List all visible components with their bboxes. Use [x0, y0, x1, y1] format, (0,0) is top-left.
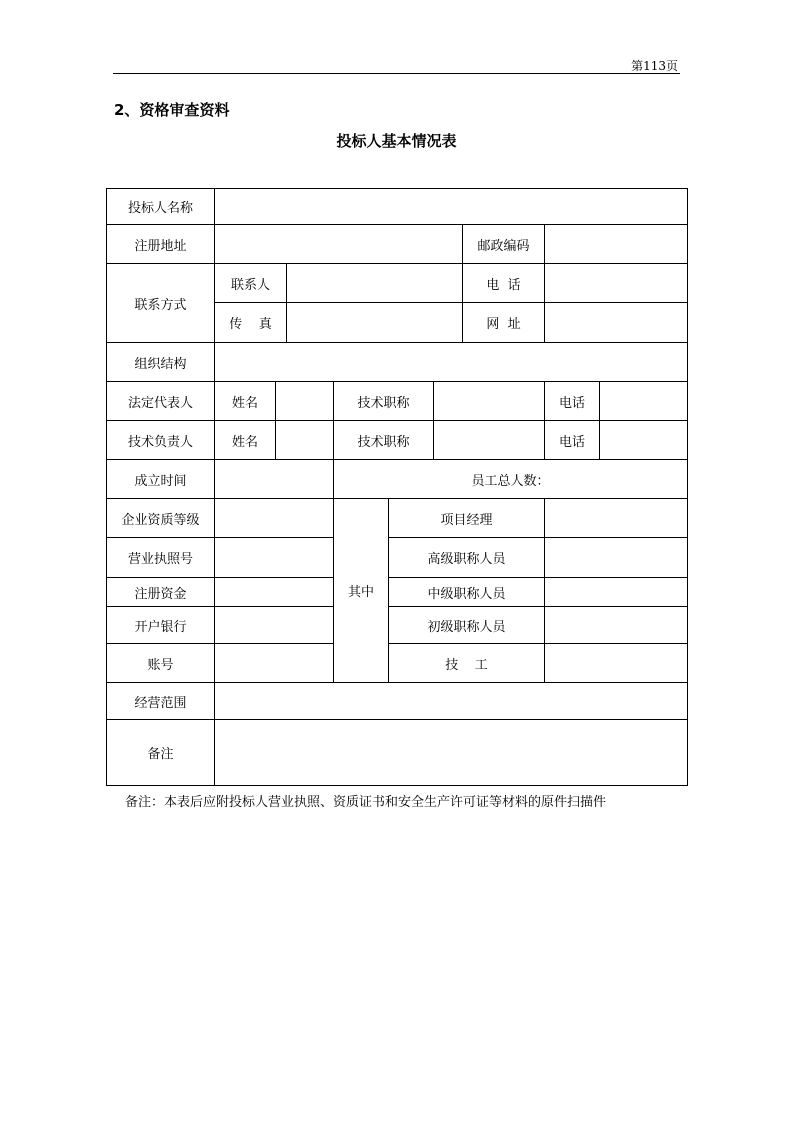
registered-address-label: 注册地址 [107, 225, 215, 264]
junior-title-field[interactable] [545, 607, 688, 644]
fax-field[interactable] [287, 303, 463, 343]
table-title: 投标人基本情况表 [336, 132, 457, 150]
table-row [107, 421, 688, 460]
tech-lead-phone-label: 电话 [545, 421, 600, 460]
project-manager-field[interactable] [545, 499, 688, 538]
legal-rep-phone-field[interactable] [600, 382, 688, 421]
tech-lead-name-field[interactable] [276, 421, 334, 460]
table-row [107, 382, 688, 421]
legal-rep-phone-label: 电话 [545, 382, 600, 421]
technician-field[interactable] [545, 644, 688, 683]
contact-phone-label: 电 话 [463, 264, 545, 303]
intermediate-title-label: 中级职称人员 [389, 578, 545, 607]
org-structure-label: 组织结构 [107, 343, 215, 382]
bidder-info-table [106, 188, 688, 786]
legal-rep-title-field[interactable] [434, 382, 545, 421]
table-row [107, 189, 688, 225]
among-label: 其中 [334, 499, 389, 683]
senior-title-label: 高级职称人员 [389, 538, 545, 578]
table-row [107, 264, 688, 303]
intermediate-title-field[interactable] [545, 578, 688, 607]
qualification-level-field[interactable] [215, 499, 334, 538]
bank-label: 开户银行 [107, 607, 215, 644]
technician-label: 技 工 [389, 644, 545, 683]
tech-lead-title-label: 技术职称 [334, 421, 434, 460]
project-manager-label: 项目经理 [389, 499, 545, 538]
remarks-field[interactable] [215, 720, 688, 786]
table-row [107, 499, 688, 538]
tech-lead-phone-field[interactable] [600, 421, 688, 460]
business-license-label: 营业执照号 [107, 538, 215, 578]
registered-capital-field[interactable] [215, 578, 334, 607]
contact-person-field[interactable] [287, 264, 463, 303]
footnote: 备注：本表后应附投标人营业执照、资质证书和安全生产许可证等材料的原件扫描件 [125, 795, 607, 810]
section-heading: 2、资格审查资料 [114, 101, 230, 119]
website-field[interactable] [545, 303, 688, 343]
table-row [107, 607, 688, 644]
table-row [107, 225, 688, 264]
table-row [107, 343, 688, 382]
established-field[interactable] [215, 460, 334, 499]
page-number: 第113页 [631, 59, 678, 73]
contact-person-label: 联系人 [215, 264, 287, 303]
qualification-level-label: 企业资质等级 [107, 499, 215, 538]
fax-label: 传 真 [215, 303, 287, 343]
established-label: 成立时间 [107, 460, 215, 499]
business-license-field[interactable] [215, 538, 334, 578]
contact-method-label: 联系方式 [107, 264, 215, 343]
legal-rep-label: 法定代表人 [107, 382, 215, 421]
tech-lead-title-field[interactable] [434, 421, 545, 460]
postal-code-label: 邮政编码 [463, 225, 545, 264]
bidder-name-label: 投标人名称 [107, 189, 215, 225]
contact-phone-field[interactable] [545, 264, 688, 303]
registered-capital-label: 注册资金 [107, 578, 215, 607]
tech-lead-label: 技术负责人 [107, 421, 215, 460]
total-staff-label: 员工总人数： [334, 460, 688, 499]
bidder-name-field[interactable] [215, 189, 688, 225]
table-row [107, 644, 688, 683]
senior-title-field[interactable] [545, 538, 688, 578]
registered-address-field[interactable] [215, 225, 463, 264]
table-row [107, 683, 688, 720]
org-structure-field[interactable] [215, 343, 688, 382]
table-row [107, 720, 688, 786]
business-scope-field[interactable] [215, 683, 688, 720]
table-row [107, 460, 688, 499]
header-rule [113, 73, 680, 74]
bank-field[interactable] [215, 607, 334, 644]
legal-rep-name-label: 姓名 [215, 382, 276, 421]
account-field[interactable] [215, 644, 334, 683]
postal-code-field[interactable] [545, 225, 688, 264]
legal-rep-title-label: 技术职称 [334, 382, 434, 421]
legal-rep-name-field[interactable] [276, 382, 334, 421]
table-row [107, 538, 688, 578]
business-scope-label: 经营范围 [107, 683, 215, 720]
table-row [107, 578, 688, 607]
junior-title-label: 初级职称人员 [389, 607, 545, 644]
tech-lead-name-label: 姓名 [215, 421, 276, 460]
account-label: 账号 [107, 644, 215, 683]
website-label: 网 址 [463, 303, 545, 343]
remarks-label: 备注 [107, 720, 215, 786]
